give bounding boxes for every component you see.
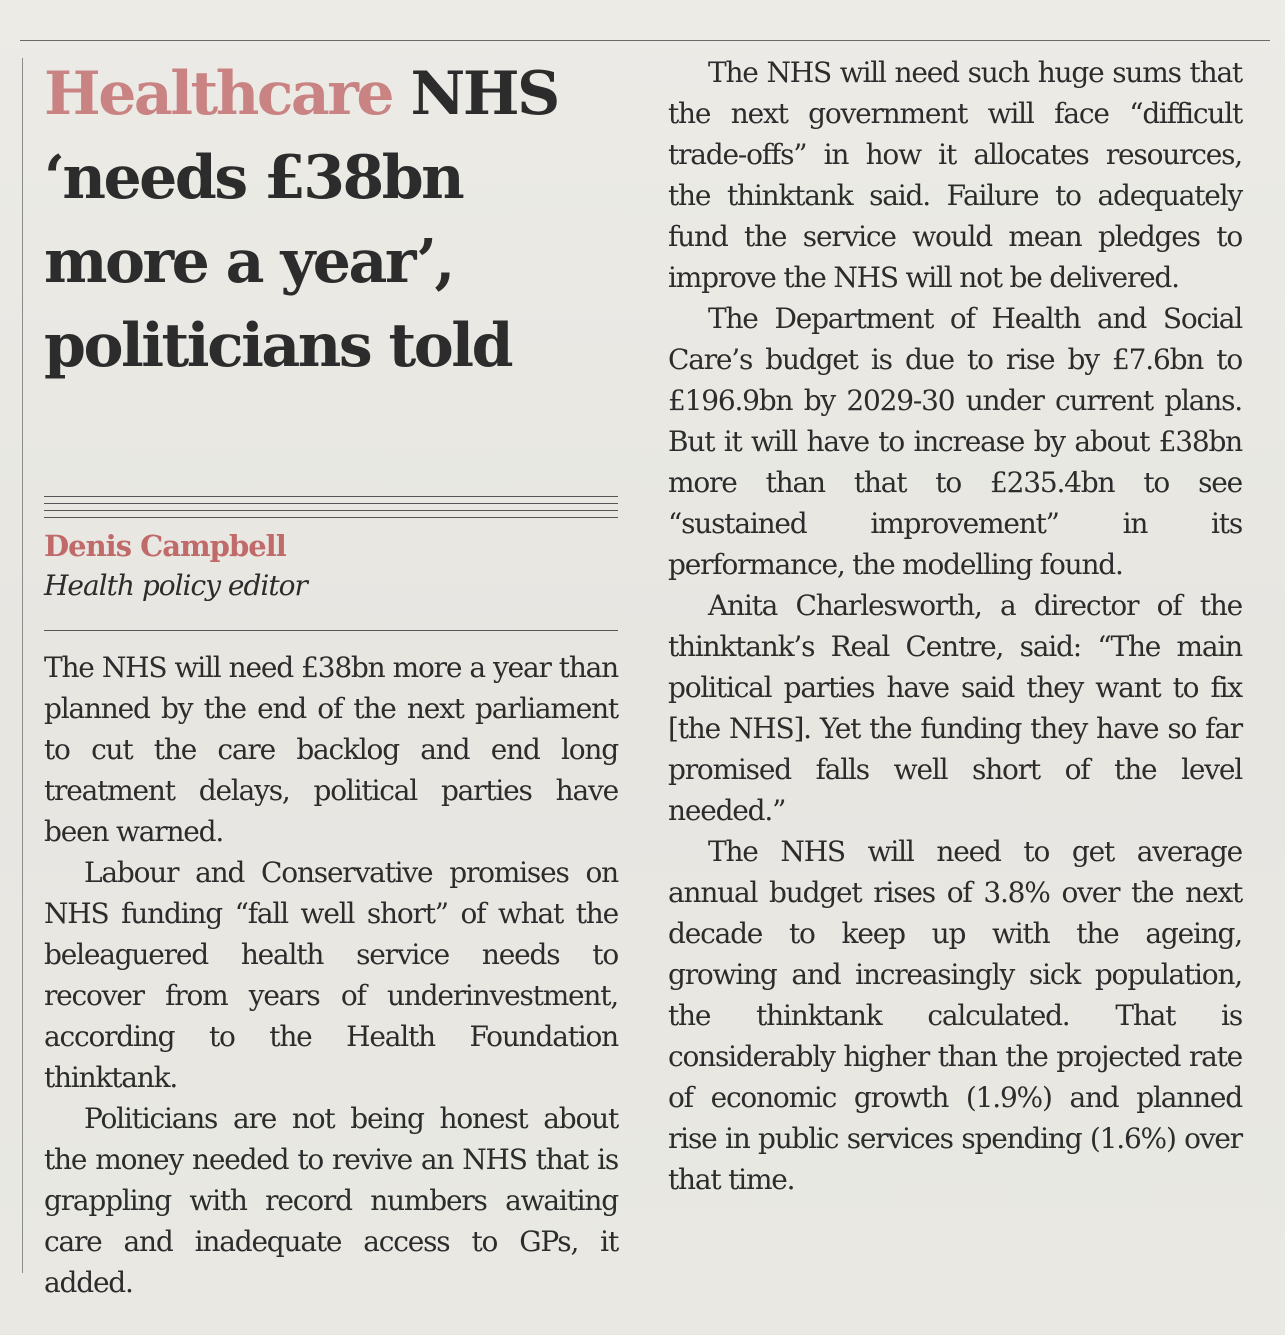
paragraph: The Department of Health and Social Care’s budget is due to rise by £7.6bn to £196.9bn by 2029-30 under current plans. But it will have to increase by about £38bn more than that to £235.4bn to see “sustained improvement” in its performance, the modelling found.: [668, 302, 1242, 581]
paragraph: The NHS will need such huge sums that the next government will face “difficult trade-offs” in how it allocates resources, the thinktank said. Failure to adequately fund the service would mean pledges to improve the NHS will not be delivered.: [668, 56, 1242, 294]
paragraph: Politicians are not being honest about the money needed to revive an NHS that is grappling with record numbers awaiting care and inadequate access to GPs, it added.: [44, 1102, 618, 1299]
byline-divider: [44, 630, 618, 631]
left-column: [44, 52, 618, 1303]
author-role: Health policy editor: [44, 569, 307, 602]
right-column: [668, 52, 1242, 1200]
column-rule: [22, 58, 23, 1273]
byline-rules: [44, 496, 618, 518]
article-body-left: [44, 647, 618, 1303]
paragraph: The NHS will need £38bn more a year than planned by the end of the next parliament to cut the care backlog and end long treatment delays, political parties have been warned.: [44, 651, 618, 848]
paragraph: Labour and Conservative promises on NHS funding “fall well short” of what the beleaguered health service needs to recover from years of underinvestment, according to the Health Foundation thinktank.: [44, 856, 618, 1094]
paragraph: The NHS will need to get average annual budget rises of 3.8% over the next decade to keep up with the ageing, growing and increasingly sick population, the thinktank calculated. That is considerably higher than the projected rate of economic growth (1.9%) and planned rise in public services spending (1.6%) over that time.: [668, 835, 1242, 1196]
author-name: Denis Campbell: [44, 529, 286, 563]
headline-text: NHS ‘needs £38bn more a year’, politicians told: [44, 59, 558, 381]
headline: [44, 52, 618, 388]
paragraph: Anita Charlesworth, a director of the thinktank’s Real Centre, said: “The main political parties have said they want to fix [the NHS]. Yet the funding they have so far promised falls well short of the level needed.”: [668, 589, 1242, 827]
kicker: Healthcare: [44, 59, 393, 129]
top-rule: [20, 40, 1270, 41]
